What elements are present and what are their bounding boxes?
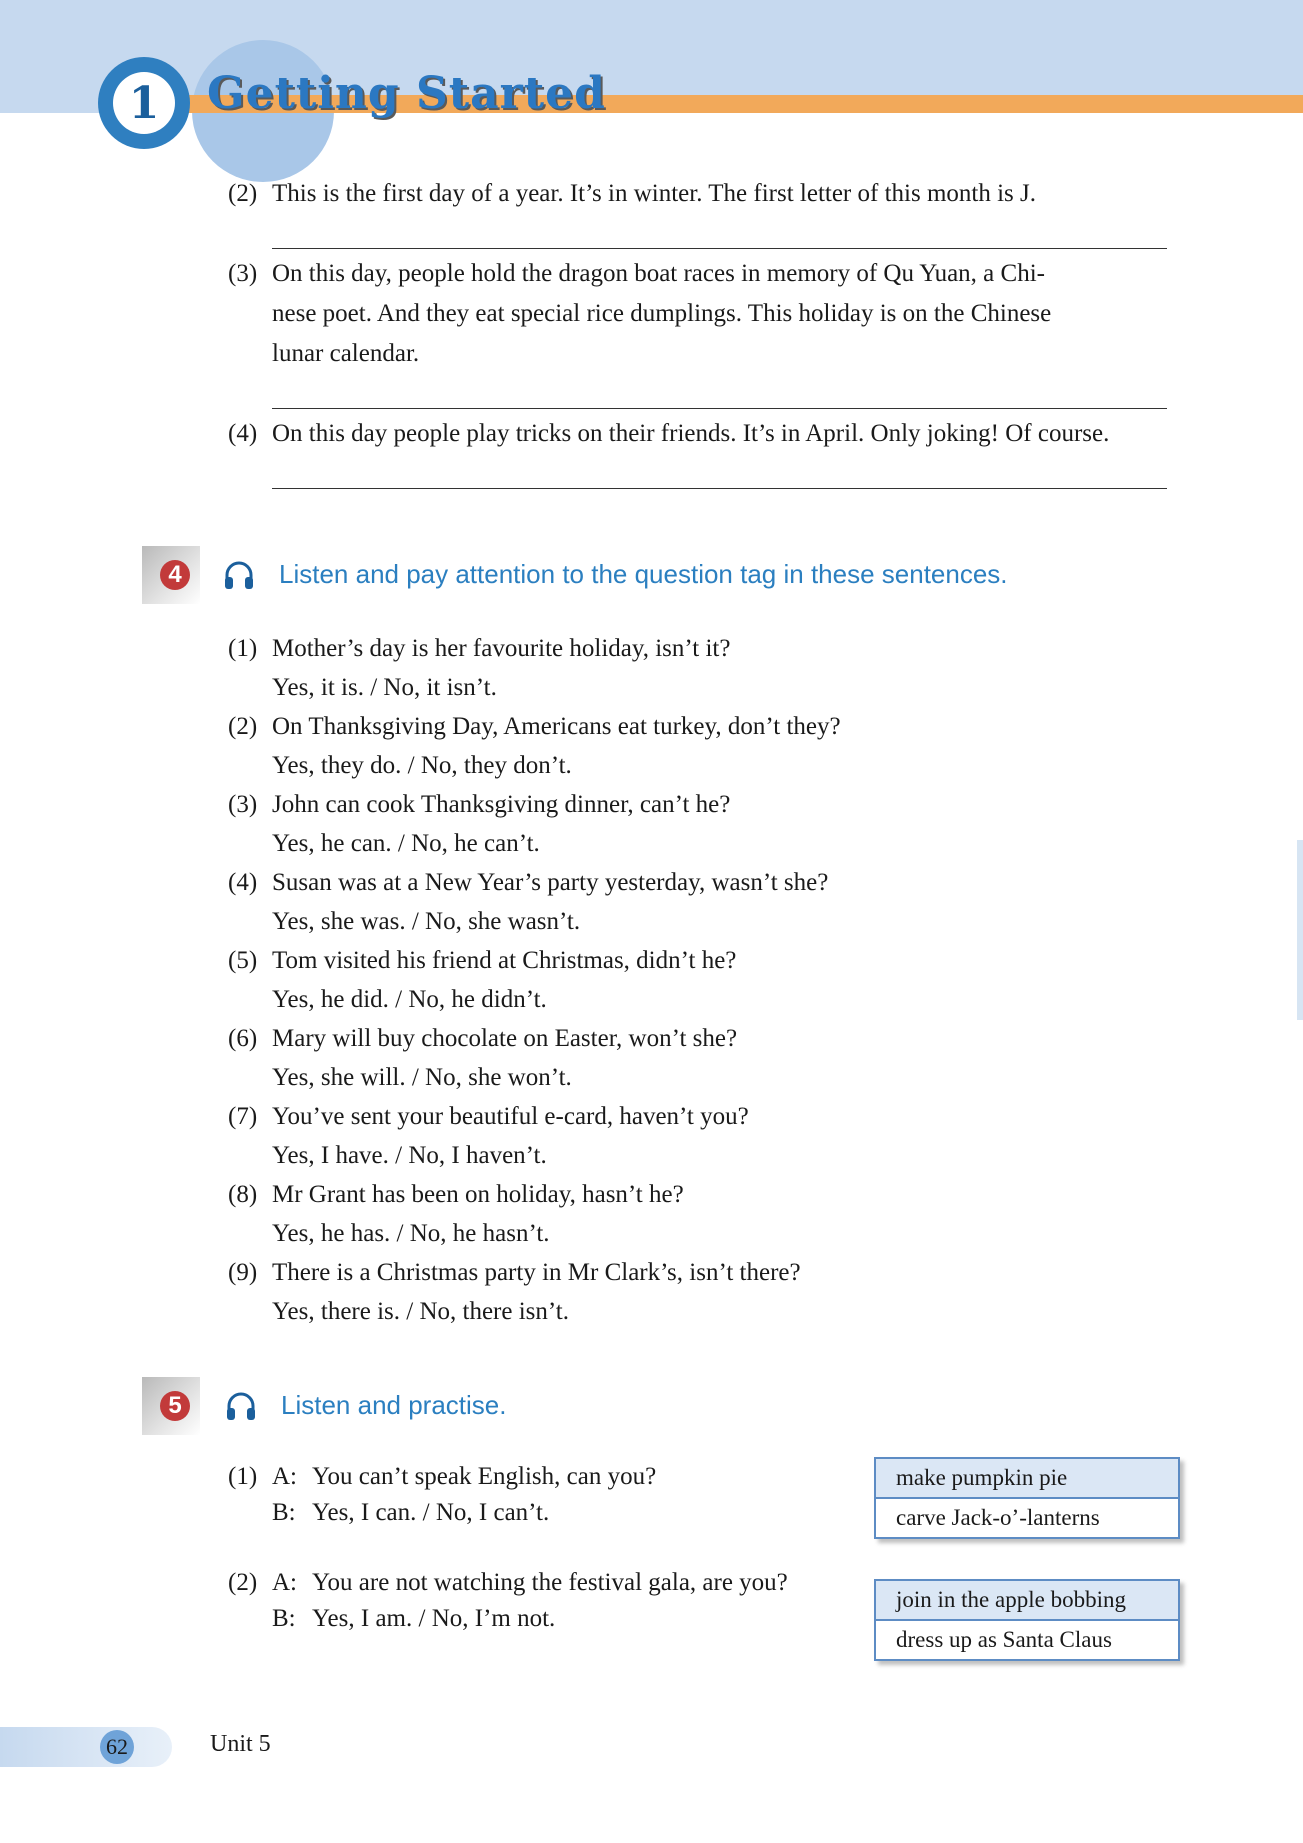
item-number: (4) [228,869,258,896]
list-item [228,174,1036,213]
item-number: (3) [228,260,258,287]
item-text: This is the first day of a year. It’s in winter. The first letter of this month is J. [272,180,1037,207]
item-text: On this day people play tricks on their friends. It’s in April. Only joking! Of course. [272,420,1110,447]
question-list [228,629,841,1331]
question-item [228,785,841,824]
question-text: Tom visited his friend at Christmas, didn’t he? [272,947,737,974]
item-text-continued: lunar calendar. [272,340,420,367]
item-number: (6) [228,1025,258,1052]
option-item: make pumpkin pie [876,1459,1178,1499]
option-item: join in the apple bobbing [876,1581,1178,1621]
item-number: (8) [228,1181,258,1208]
page-number: 62 [100,1730,134,1764]
dialog-text: Yes, I am. / No, I’m not. [312,1605,556,1632]
instruction-text: Listen and practise. [281,1390,507,1420]
question-text: You’ve sent your beautiful e-card, haven’t you? [272,1103,749,1130]
item-number: (1) [228,635,258,662]
footer-pill [0,1727,172,1767]
answer-line[interactable] [272,408,1167,409]
headphones-icon [224,1390,258,1424]
item-number: (3) [228,791,258,818]
question-text: Mother’s day is her favourite holiday, isn’t it? [272,635,731,662]
question-item [228,707,841,746]
question-text: Susan was at a New Year’s party yesterday, wasn’t she? [272,869,829,896]
question-text: Mr Grant has been on holiday, hasn’t he? [272,1181,684,1208]
page-title: Getting Started [207,68,606,119]
dialog-text: You are not watching the festival gala, are you? [312,1569,788,1596]
list-item [228,254,1045,293]
item-number: (2) [228,713,258,740]
dialog-line-b [272,1495,549,1531]
question-item [228,863,841,902]
item-number: (9) [228,1259,258,1286]
item-number: (5) [228,947,258,974]
item-number: (2) [228,180,258,207]
speaker-label: B: [272,1499,296,1526]
answer-line[interactable] [272,488,1167,489]
answer-text: Yes, she will. / No, she won’t. [272,1064,572,1091]
question-text: On Thanksgiving Day, Americans eat turkey, don’t they? [272,713,841,740]
dialog-text: You can’t speak English, can you? [312,1463,657,1490]
answer-text: Yes, he did. / No, he didn’t. [272,986,547,1013]
badge-number: 4 [160,560,190,590]
speaker-label: B: [272,1605,296,1632]
question-text: Mary will buy chocolate on Easter, won’t she? [272,1025,738,1052]
side-tab [1297,840,1303,1020]
speaker-label: A: [272,1463,297,1490]
headphones-icon [222,559,256,593]
section-badge [142,546,202,606]
answer-text: Yes, they do. / No, they don’t. [272,752,572,779]
option-box [874,1579,1180,1661]
question-item [228,1175,841,1214]
option-box [874,1457,1180,1539]
question-text: John can cook Thanksgiving dinner, can’t he? [272,791,731,818]
question-text: There is a Christmas party in Mr Clark’s, isn’t there? [272,1259,801,1286]
dialog-line-a [228,1565,788,1601]
instruction-text: Listen and pay attention to the question tag in these sentences. [279,559,1008,589]
item-number: (1) [228,1463,258,1490]
section-badge [142,1377,202,1437]
option-item: dress up as Santa Claus [896,1627,1112,1652]
list-item [228,414,1109,453]
answer-text: Yes, I have. / No, I haven’t. [272,1142,547,1169]
badge-number: 5 [160,1391,190,1421]
question-item [228,1097,841,1136]
dialog-line-a [228,1459,656,1495]
question-item [228,941,841,980]
question-item [228,629,841,668]
answer-line[interactable] [272,248,1167,249]
dialog-line-b [272,1601,555,1637]
option-item: carve Jack-o’-lanterns [896,1505,1100,1530]
item-number: (4) [228,420,258,447]
unit-label: Unit 5 [210,1731,271,1757]
answer-text: Yes, he can. / No, he can’t. [272,830,540,857]
answer-text: Yes, she was. / No, she wasn’t. [272,908,581,935]
question-item [228,1253,841,1292]
question-item [228,1019,841,1058]
answer-text: Yes, he has. / No, he hasn’t. [272,1220,550,1247]
item-text-continued: nese poet. And they eat special rice dumplings. This holiday is on the Chinese [272,300,1052,327]
section-number: 1 [113,72,175,134]
item-number: (2) [228,1569,258,1596]
dialog-text: Yes, I can. / No, I can’t. [312,1499,550,1526]
speaker-label: A: [272,1569,297,1596]
answer-text: Yes, it is. / No, it isn’t. [272,674,497,701]
answer-text: Yes, there is. / No, there isn’t. [272,1298,569,1325]
item-number: (7) [228,1103,258,1130]
item-text: On this day, people hold the dragon boat races in memory of Qu Yuan, a Chi- [272,260,1045,287]
